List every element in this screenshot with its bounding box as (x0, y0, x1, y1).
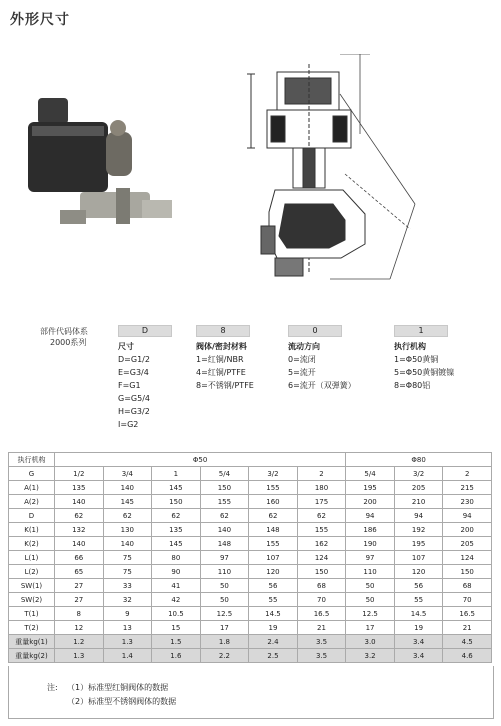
table-cell: 10.5 (152, 607, 201, 621)
table-row (9, 579, 492, 593)
table-cell: 62 (297, 509, 346, 523)
table-cell: 148 (200, 537, 249, 551)
table-cell: 145 (103, 495, 152, 509)
table-cell: 1.6 (152, 649, 201, 663)
note-line: （2）标准型不锈钢阀体的数据 (67, 697, 177, 706)
header-cell: Φ50 (55, 453, 346, 467)
table-cell: 3/2 (394, 467, 443, 481)
table-cell: 75 (103, 565, 152, 579)
table-cell: 62 (103, 509, 152, 523)
code-column-head: 阀体/密封材料 (196, 342, 247, 351)
table-cell: 140 (200, 523, 249, 537)
code-option: 6=流开（双弹簧） (288, 381, 356, 390)
table-cell: 94 (346, 509, 395, 523)
table-cell: 12 (55, 621, 104, 635)
ordering-code-section (0, 318, 501, 448)
code-option: 1=Φ50黄铜 (394, 355, 439, 364)
table-cell: 150 (297, 565, 346, 579)
code-column-head: 流动方向 (288, 342, 320, 351)
table-cell: 1 (152, 467, 201, 481)
table-cell: 65 (55, 565, 104, 579)
note-line: （1）标准型红铜阀体的数据 (67, 683, 169, 692)
table-cell: 17 (346, 621, 395, 635)
table-cell: 200 (443, 523, 492, 537)
code-option: 8=Φ80铝 (394, 381, 431, 390)
code-column-flow (288, 325, 356, 391)
table-cell: 70 (443, 593, 492, 607)
notes-prefix: 注: (47, 683, 58, 692)
dimension-lines (330, 54, 430, 289)
table-cell: 150 (152, 495, 201, 509)
table-cell: 56 (394, 579, 443, 593)
table-cell: 155 (297, 523, 346, 537)
table-cell: 1.2 (55, 635, 104, 649)
table-cell: 12.5 (346, 607, 395, 621)
row-label-cell: L(1) (9, 551, 55, 565)
table-cell: 70 (297, 593, 346, 607)
table-cell: 62 (55, 509, 104, 523)
table-cell: 41 (152, 579, 201, 593)
table-cell: 107 (394, 551, 443, 565)
table-row (9, 635, 492, 649)
table-cell: 15 (152, 621, 201, 635)
table-cell: 155 (249, 537, 298, 551)
code-option: D=G1/2 (118, 355, 150, 364)
row-label-cell: T(1) (9, 607, 55, 621)
code-option: I=G2 (118, 420, 139, 429)
table-cell: 12.5 (200, 607, 249, 621)
table-cell: 190 (346, 537, 395, 551)
table-cell: 110 (346, 565, 395, 579)
table-cell: 3.5 (297, 649, 346, 663)
table-cell: 9 (103, 607, 152, 621)
table-cell: 56 (249, 579, 298, 593)
table-cell: 3.4 (394, 649, 443, 663)
code-option: H=G3/2 (118, 407, 150, 416)
table-cell: 32 (103, 593, 152, 607)
table-cell: 90 (152, 565, 201, 579)
table-cell: 62 (152, 509, 201, 523)
code-option: 5=Φ50黄铜镀镍 (394, 368, 455, 377)
table-cell: 62 (200, 509, 249, 523)
table-cell: 180 (297, 481, 346, 495)
code-column-size (118, 325, 172, 430)
code-option: 5=流开 (288, 368, 316, 377)
code-column-actuator (394, 325, 454, 391)
row-label-cell: SW(2) (9, 593, 55, 607)
table-cell: 140 (103, 537, 152, 551)
table-cell: 215 (443, 481, 492, 495)
table-cell: 155 (200, 495, 249, 509)
table-cell: 155 (249, 481, 298, 495)
table-row (9, 649, 492, 663)
row-label-cell: K(1) (9, 523, 55, 537)
row-label-cell: K(2) (9, 537, 55, 551)
table-cell: 2 (297, 467, 346, 481)
table-cell: 3/4 (103, 467, 152, 481)
table-cell: 150 (200, 481, 249, 495)
table-cell: 150 (443, 565, 492, 579)
table-cell: 50 (346, 579, 395, 593)
table-cell: 120 (394, 565, 443, 579)
code-option: E=G3/4 (118, 368, 149, 377)
table-cell: 140 (55, 495, 104, 509)
table-cell: 1.3 (55, 649, 104, 663)
code-option: 4=红铜/PTFE (196, 368, 246, 377)
table-cell: 66 (55, 551, 104, 565)
code-box: 8 (196, 325, 250, 337)
table-cell: 21 (443, 621, 492, 635)
table-cell: 80 (152, 551, 201, 565)
table-cell: 4.6 (443, 649, 492, 663)
table-cell: 175 (297, 495, 346, 509)
table-cell: 21 (297, 621, 346, 635)
row-label-cell: D (9, 509, 55, 523)
table-cell: 97 (200, 551, 249, 565)
table-cell: 50 (346, 593, 395, 607)
code-option: 1=红铜/NBR (196, 355, 244, 364)
table-cell: 205 (443, 537, 492, 551)
table-cell: 195 (394, 537, 443, 551)
table-cell: 205 (394, 481, 443, 495)
table-cell: 62 (249, 509, 298, 523)
table-cell: 1/2 (55, 467, 104, 481)
table-cell: 17 (200, 621, 249, 635)
code-box: D (118, 325, 172, 337)
table-cell: 135 (55, 481, 104, 495)
table-cell: 110 (200, 565, 249, 579)
table-cell: 33 (103, 579, 152, 593)
table-row (9, 551, 492, 565)
table-cell: 94 (443, 509, 492, 523)
table-cell: 2 (443, 467, 492, 481)
code-option: 0=流闭 (288, 355, 316, 364)
table-cell: 68 (297, 579, 346, 593)
table-row (9, 621, 492, 635)
table-cell: 55 (249, 593, 298, 607)
table-cell: 8 (55, 607, 104, 621)
series-info (40, 326, 88, 348)
table-cell: 230 (443, 495, 492, 509)
table-row (9, 607, 492, 621)
table-cell: 3.0 (346, 635, 395, 649)
table-cell: 68 (443, 579, 492, 593)
table-cell: 19 (249, 621, 298, 635)
table-cell: 50 (200, 579, 249, 593)
table-row (9, 565, 492, 579)
code-column-head: 执行机构 (394, 342, 426, 351)
code-option: 8=不锈钢/PTFE (196, 381, 254, 390)
table-cell: 16.5 (443, 607, 492, 621)
table-cell: 1.5 (152, 635, 201, 649)
table-cell: 210 (394, 495, 443, 509)
table-cell: 5/4 (200, 467, 249, 481)
table-cell: 3.2 (346, 649, 395, 663)
row-label-cell: 重量kg(2) (9, 649, 55, 663)
table-cell: 1.3 (103, 635, 152, 649)
table-cell: 130 (103, 523, 152, 537)
table-cell: 97 (346, 551, 395, 565)
table-cell: 27 (55, 579, 104, 593)
dimensions-table (8, 452, 492, 663)
row-label-cell: L(2) (9, 565, 55, 579)
row-label-cell: T(2) (9, 621, 55, 635)
page-title: 外形尺寸 (10, 12, 70, 28)
row-label-cell: A(1) (9, 481, 55, 495)
table-cell: 55 (394, 593, 443, 607)
table-cell: 2.5 (249, 649, 298, 663)
table-cell: 16.5 (297, 607, 346, 621)
code-column-material (196, 325, 254, 391)
table-row (9, 467, 492, 481)
table-cell: 140 (55, 537, 104, 551)
code-option: G=G5/4 (118, 394, 150, 403)
table-cell: 4.5 (443, 635, 492, 649)
table-cell: 94 (394, 509, 443, 523)
table-cell: 3/2 (249, 467, 298, 481)
table-header-row (9, 453, 492, 467)
table-cell: 160 (249, 495, 298, 509)
code-column-head: 尺寸 (118, 342, 134, 351)
table-cell: 3.4 (394, 635, 443, 649)
header-cell: Φ80 (346, 453, 492, 467)
table-cell: 1.8 (200, 635, 249, 649)
table-cell: 124 (443, 551, 492, 565)
table-cell: 195 (346, 481, 395, 495)
table-cell: 145 (152, 481, 201, 495)
table-cell: 145 (152, 537, 201, 551)
table-row (9, 593, 492, 607)
row-label-cell: G (9, 467, 55, 481)
table-cell: 135 (152, 523, 201, 537)
table-cell: 42 (152, 593, 201, 607)
table-cell: 120 (249, 565, 298, 579)
code-option: F=G1 (118, 381, 141, 390)
series-label: 部件代码体系 (40, 327, 88, 336)
table-row (9, 509, 492, 523)
table-cell: 13 (103, 621, 152, 635)
table-cell: 186 (346, 523, 395, 537)
series-name: 2000系列 (50, 338, 87, 347)
table-cell: 3.5 (297, 635, 346, 649)
row-label-cell: SW(1) (9, 579, 55, 593)
notes-box (8, 666, 494, 719)
code-box: 1 (394, 325, 448, 337)
table-cell: 2.4 (249, 635, 298, 649)
table-cell: 200 (346, 495, 395, 509)
table-cell: 2.2 (200, 649, 249, 663)
table-cell: 148 (249, 523, 298, 537)
table-cell: 124 (297, 551, 346, 565)
table-cell: 107 (249, 551, 298, 565)
table-cell: 50 (200, 593, 249, 607)
table-row (9, 481, 492, 495)
code-box: 0 (288, 325, 342, 337)
table-row (9, 523, 492, 537)
table-cell: 5/4 (346, 467, 395, 481)
table-cell: 27 (55, 593, 104, 607)
table-cell: 14.5 (394, 607, 443, 621)
table-row (9, 495, 492, 509)
valve-photo (20, 92, 178, 237)
table-cell: 19 (394, 621, 443, 635)
header-cell: 执行机构 (9, 453, 55, 467)
row-label-cell: A(2) (9, 495, 55, 509)
table-cell: 140 (103, 481, 152, 495)
table-cell: 132 (55, 523, 104, 537)
table-cell: 1.4 (103, 649, 152, 663)
table-row (9, 537, 492, 551)
table-cell: 75 (103, 551, 152, 565)
table-cell: 14.5 (249, 607, 298, 621)
row-label-cell: 重量kg(1) (9, 635, 55, 649)
table-cell: 162 (297, 537, 346, 551)
table-cell: 192 (394, 523, 443, 537)
